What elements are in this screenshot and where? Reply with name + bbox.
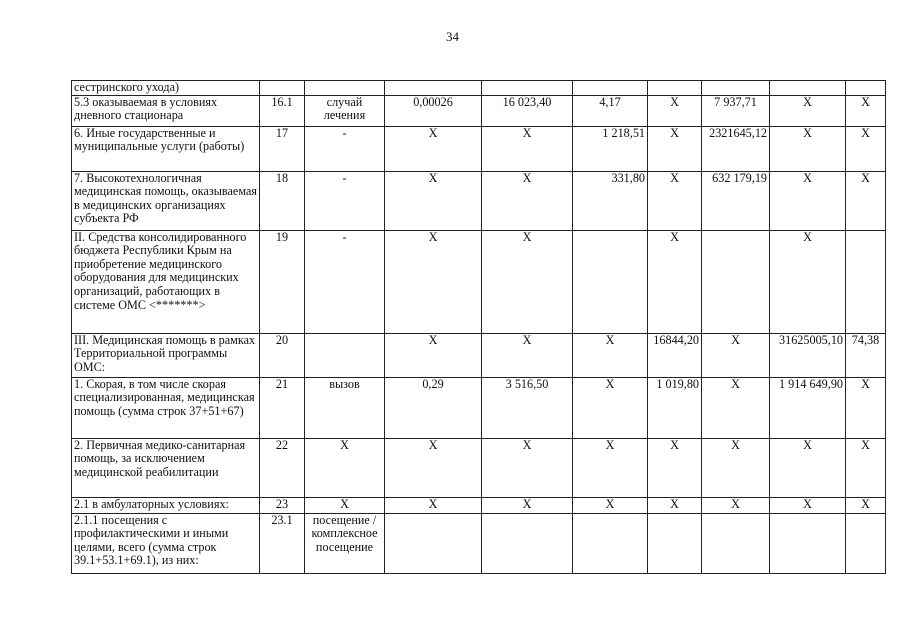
value-cell: Х: [702, 333, 770, 377]
value-cell: Х: [846, 497, 886, 513]
value-cell: Х: [846, 377, 886, 438]
row-name: 7. Высокотехнологичная медицинская помощь, оказываемая в медицинских организациях субъекта РФ: [72, 171, 260, 230]
value-cell: [648, 513, 702, 573]
value-cell: 1 914 649,90: [770, 377, 846, 438]
value-cell: Х: [770, 95, 846, 126]
row-code: 17: [260, 126, 305, 171]
row-code: [260, 81, 305, 96]
table-row: [72, 81, 886, 96]
cost-cell: [482, 513, 573, 573]
row-name: II. Средства консолидированного бюджета Республики Крым на приобретение медицинского оборудования для медицинских организаций, работающих в системе ОМС <*******>: [72, 230, 260, 333]
row-name: III. Медицинская помощь в рамках Территориальной программы ОМС:: [72, 333, 260, 377]
volume-cell: Х: [385, 333, 482, 377]
cost-cell: Х: [482, 171, 573, 230]
value-cell: Х: [846, 126, 886, 171]
row-name: 2.1 в амбулаторных условиях:: [72, 497, 260, 513]
volume-cell: Х: [385, 497, 482, 513]
unit-cell: вызов: [305, 377, 385, 438]
value-cell: Х: [702, 377, 770, 438]
cost-cell: Х: [482, 497, 573, 513]
value-cell: Х: [648, 497, 702, 513]
volume-cell: 0,29: [385, 377, 482, 438]
row-code: 22: [260, 438, 305, 497]
value-cell: 632 179,19: [702, 171, 770, 230]
cost-cell: 16 023,40: [482, 95, 573, 126]
cost-cell: [482, 81, 573, 96]
row-code: 16.1: [260, 95, 305, 126]
value-cell: [702, 513, 770, 573]
value-cell: [573, 513, 648, 573]
value-cell: Х: [648, 95, 702, 126]
value-cell: Х: [573, 497, 648, 513]
value-cell: 1 218,51: [573, 126, 648, 171]
value-cell: Х: [702, 497, 770, 513]
value-cell: Х: [770, 230, 846, 333]
row-code: 21: [260, 377, 305, 438]
value-cell: Х: [770, 171, 846, 230]
value-cell: Х: [573, 438, 648, 497]
value-cell: 7 937,71: [702, 95, 770, 126]
value-cell: 1 019,80: [648, 377, 702, 438]
value-cell: Х: [770, 438, 846, 497]
row-code: 19: [260, 230, 305, 333]
value-cell: Х: [648, 171, 702, 230]
unit-cell: [305, 81, 385, 96]
table-row: [72, 95, 886, 126]
row-name: 1. Скорая, в том числе скорая специализированная, медицинская помощь (сумма строк 37+51+67): [72, 377, 260, 438]
table-row: [72, 497, 886, 513]
volume-cell: Х: [385, 438, 482, 497]
value-cell: Х: [846, 171, 886, 230]
value-cell: [648, 81, 702, 96]
value-cell: [702, 81, 770, 96]
table-row: [72, 230, 886, 333]
financing-table: [71, 80, 886, 574]
value-cell: [846, 230, 886, 333]
value-cell: [846, 81, 886, 96]
value-cell: Х: [846, 438, 886, 497]
unit-cell: Х: [305, 438, 385, 497]
row-code: 23.1: [260, 513, 305, 573]
unit-cell: -: [305, 126, 385, 171]
value-cell: [846, 513, 886, 573]
cost-cell: 3 516,50: [482, 377, 573, 438]
value-cell: Х: [573, 377, 648, 438]
value-cell: Х: [573, 333, 648, 377]
row-code: 23: [260, 497, 305, 513]
row-name: 6. Иные государственные и муниципальные услуги (работы): [72, 126, 260, 171]
value-cell: [702, 230, 770, 333]
value-cell: 74,38: [846, 333, 886, 377]
volume-cell: Х: [385, 126, 482, 171]
volume-cell: 0,00026: [385, 95, 482, 126]
value-cell: 31625005,10: [770, 333, 846, 377]
value-cell: 4,17: [573, 95, 648, 126]
cost-cell: Х: [482, 230, 573, 333]
volume-cell: [385, 513, 482, 573]
table-row: [72, 126, 886, 171]
value-cell: [573, 81, 648, 96]
row-name: 2.1.1 посещения с профилактическими и иными целями, всего (сумма строк 39.1+53.1+69.1), из них:: [72, 513, 260, 573]
value-cell: Х: [648, 438, 702, 497]
value-cell: Х: [648, 230, 702, 333]
cost-cell: Х: [482, 126, 573, 171]
cost-cell: Х: [482, 333, 573, 377]
value-cell: Х: [648, 126, 702, 171]
row-code: 18: [260, 171, 305, 230]
table-row: [72, 333, 886, 377]
volume-cell: [385, 81, 482, 96]
unit-cell: -: [305, 230, 385, 333]
table-row: [72, 513, 886, 573]
table-row: [72, 377, 886, 438]
value-cell: 331,80: [573, 171, 648, 230]
volume-cell: Х: [385, 230, 482, 333]
unit-cell: посещение / комплексное посещение: [305, 513, 385, 573]
value-cell: 2321645,12: [702, 126, 770, 171]
table-row: [72, 171, 886, 230]
value-cell: [770, 513, 846, 573]
value-cell: 16844,20: [648, 333, 702, 377]
value-cell: Х: [770, 126, 846, 171]
value-cell: Х: [770, 497, 846, 513]
table-row: [72, 438, 886, 497]
unit-cell: -: [305, 171, 385, 230]
row-name: сестринского ухода): [72, 81, 260, 96]
row-name: 5.3 оказываемая в условиях дневного стационара: [72, 95, 260, 126]
page-number: 34: [446, 29, 459, 44]
value-cell: Х: [846, 95, 886, 126]
unit-cell: Х: [305, 497, 385, 513]
volume-cell: Х: [385, 171, 482, 230]
value-cell: Х: [702, 438, 770, 497]
row-name: 2. Первичная медико-санитарная помощь, за исключением медицинской реабилитации: [72, 438, 260, 497]
value-cell: [770, 81, 846, 96]
value-cell: [573, 230, 648, 333]
unit-cell: случай лечения: [305, 95, 385, 126]
cost-cell: Х: [482, 438, 573, 497]
row-code: 20: [260, 333, 305, 377]
unit-cell: [305, 333, 385, 377]
